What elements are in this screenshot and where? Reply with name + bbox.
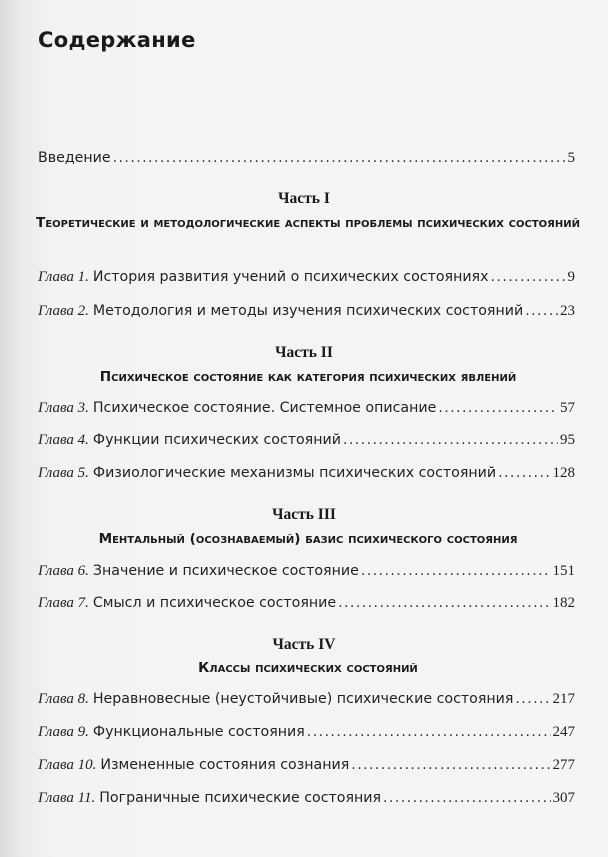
entry-title: Введение bbox=[38, 150, 111, 166]
entry-page: 9 bbox=[567, 269, 575, 285]
entry-page: 182 bbox=[552, 595, 575, 611]
leader-dots bbox=[113, 150, 566, 166]
part-4-title: Часть IV bbox=[272, 636, 336, 653]
toc-entry-chapter-11 bbox=[38, 790, 575, 807]
entry-title: Психическое состояние. Системное описание bbox=[92, 400, 437, 416]
chapter-label: Глава 7. bbox=[38, 595, 89, 611]
toc-entry-chapter-2 bbox=[38, 303, 575, 320]
toc-entry-chapter-4 bbox=[38, 432, 575, 449]
entry-page: 57 bbox=[560, 400, 575, 416]
entry-page: 307 bbox=[552, 790, 575, 806]
part-2-title: Часть II bbox=[275, 344, 333, 361]
leader-dots bbox=[307, 724, 551, 740]
toc-entry-chapter-8 bbox=[38, 691, 575, 708]
entry-title: Неравновесные (неустойчивые) психические состояния bbox=[92, 691, 514, 707]
leader-dots bbox=[438, 400, 558, 416]
entry-title: Функциональные состояния bbox=[92, 724, 305, 740]
part-3-subtitle: Ментальный (осознаваемый) базис психического состояния bbox=[98, 531, 518, 547]
part-1-subtitle: Теоретические и методологические аспекты проблемы психических состояний bbox=[36, 215, 580, 231]
leader-dots bbox=[351, 757, 550, 773]
chapter-label: Глава 4. bbox=[38, 432, 89, 448]
toc-entry-intro bbox=[38, 150, 575, 167]
entry-title: Функции психических состояний bbox=[92, 432, 341, 448]
entry-page: 247 bbox=[552, 724, 575, 740]
chapter-label: Глава 3. bbox=[38, 400, 89, 416]
chapter-label: Глава 8. bbox=[38, 691, 89, 707]
entry-page: 5 bbox=[567, 150, 575, 166]
entry-title: Измененные состояния сознания bbox=[100, 757, 350, 773]
entry-page: 151 bbox=[552, 563, 575, 579]
chapter-label: Глава 1. bbox=[38, 269, 89, 285]
toc-entry-chapter-3 bbox=[38, 400, 575, 417]
toc-entry-chapter-10 bbox=[38, 757, 575, 774]
leader-dots bbox=[383, 790, 550, 806]
leader-dots bbox=[361, 563, 551, 579]
entry-page: 128 bbox=[552, 465, 575, 481]
entry-title: Смысл и психическое состояние bbox=[92, 595, 337, 611]
leader-dots bbox=[491, 269, 566, 285]
chapter-label: Глава 5. bbox=[38, 465, 89, 481]
toc-entry-chapter-1 bbox=[38, 269, 575, 286]
leader-dots bbox=[343, 432, 558, 448]
entry-title: Пограничные психические состояния bbox=[99, 790, 382, 806]
part-1-title: Часть I bbox=[278, 190, 330, 207]
leader-dots bbox=[338, 595, 550, 611]
chapter-label: Глава 6. bbox=[38, 563, 89, 579]
chapter-label: Глава 2. bbox=[38, 303, 89, 319]
toc-entry-chapter-5 bbox=[38, 465, 575, 482]
leader-dots bbox=[515, 691, 550, 707]
chapter-label: Глава 11. bbox=[38, 790, 96, 806]
chapter-label: Глава 9. bbox=[38, 724, 89, 740]
entry-page: 277 bbox=[552, 757, 575, 773]
toc-entry-chapter-6 bbox=[38, 563, 575, 580]
entry-page: 23 bbox=[560, 303, 575, 319]
chapter-label: Глава 10. bbox=[38, 757, 97, 773]
part-3-title: Часть III bbox=[272, 506, 336, 523]
entry-page: 95 bbox=[560, 432, 575, 448]
entry-title: Значение и психическое состояние bbox=[92, 563, 359, 579]
entry-title: История развития учений о психических состояниях bbox=[92, 269, 489, 285]
leader-dots bbox=[498, 465, 550, 481]
entry-title: Физиологические механизмы психических состояний bbox=[92, 465, 497, 481]
part-2-subtitle: Психическое состояние как категория психических явлений bbox=[99, 369, 517, 385]
part-4-subtitle: Классы психических состояний bbox=[198, 660, 418, 676]
entry-title: Методология и методы изучения психических состояний bbox=[92, 303, 524, 319]
contents-heading: Содержание bbox=[38, 28, 196, 52]
toc-entry-chapter-9 bbox=[38, 724, 575, 741]
entry-page: 217 bbox=[552, 691, 575, 707]
toc-entry-chapter-7 bbox=[38, 595, 575, 612]
leader-dots bbox=[525, 303, 558, 319]
